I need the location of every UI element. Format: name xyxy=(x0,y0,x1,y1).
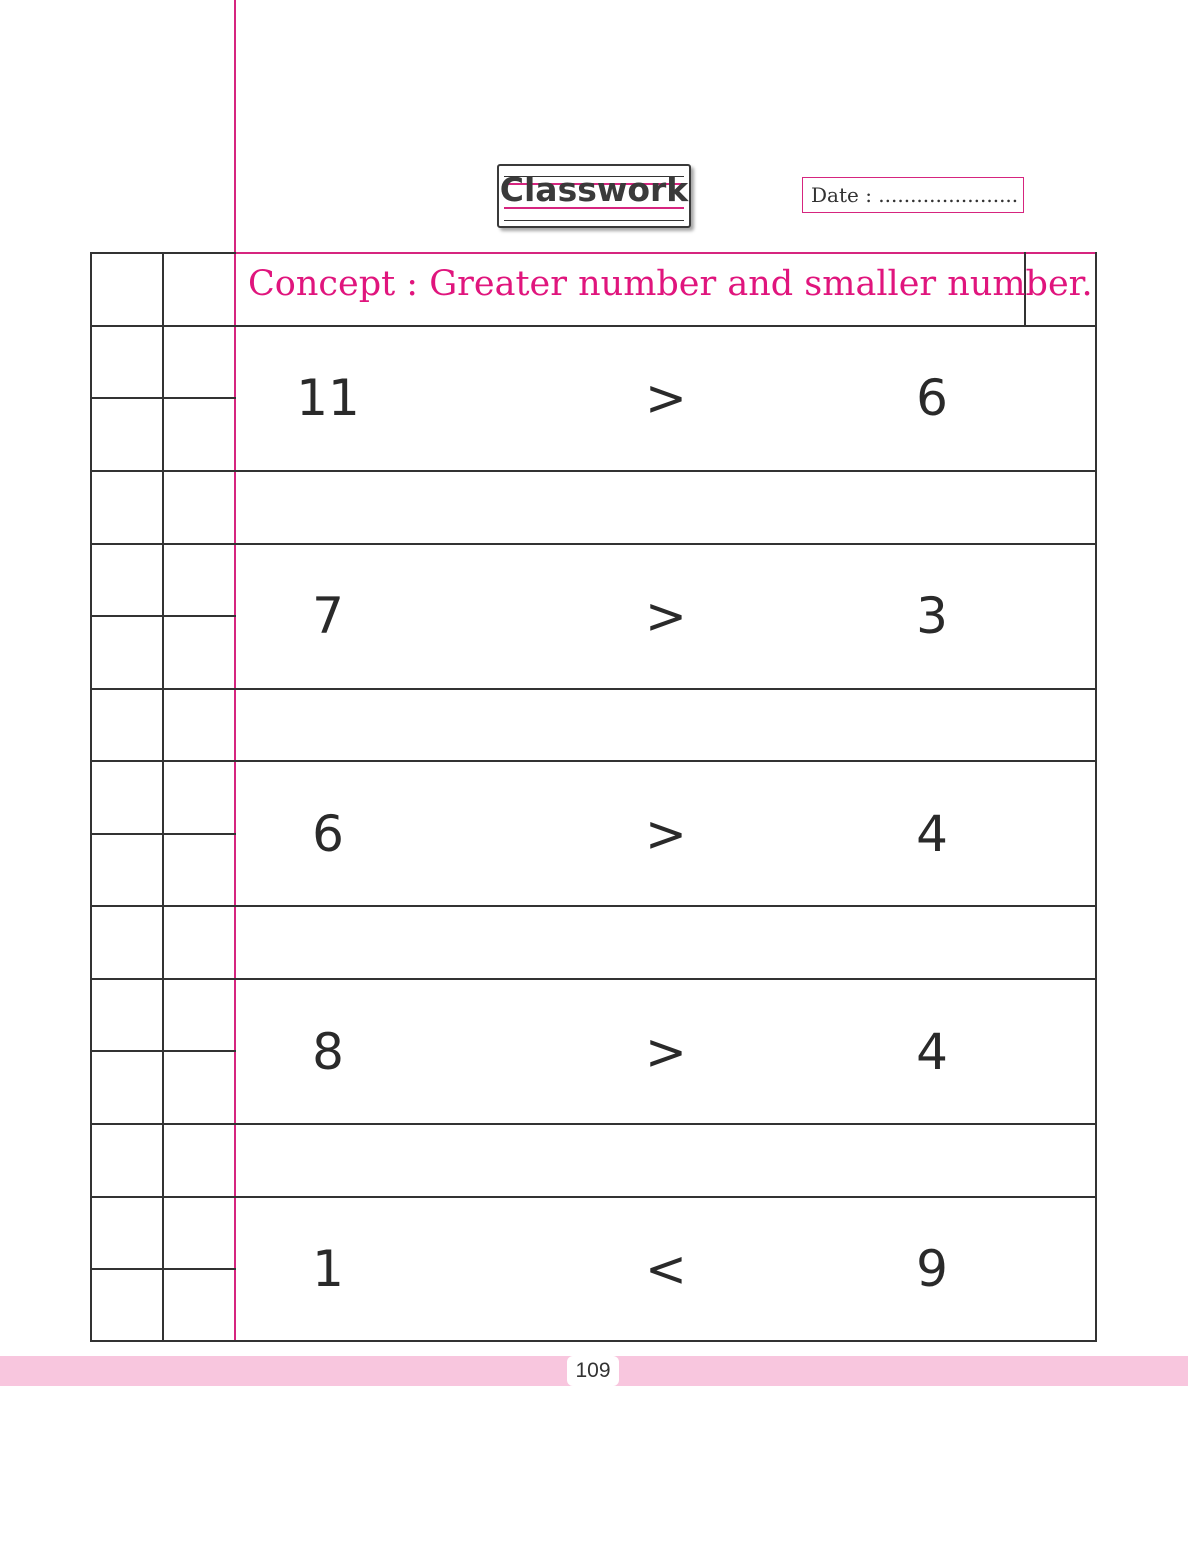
comparison-symbol: > xyxy=(645,805,687,863)
comparison-symbol: < xyxy=(645,1240,687,1298)
comparison-row xyxy=(236,980,1096,1124)
classwork-badge xyxy=(497,164,691,228)
right-number: 9 xyxy=(916,1240,948,1298)
comparison-symbol: > xyxy=(645,369,687,427)
left-number: 7 xyxy=(312,587,344,645)
right-number: 4 xyxy=(916,805,948,863)
comparison-row xyxy=(236,1197,1096,1341)
date-field[interactable]: Date : ...................... xyxy=(802,177,1024,213)
left-number: 11 xyxy=(296,369,360,427)
right-number: 6 xyxy=(916,369,948,427)
page-number: 109 xyxy=(567,1356,619,1386)
left-number: 6 xyxy=(312,805,344,863)
left-number: 1 xyxy=(312,1240,344,1298)
comparison-row xyxy=(236,326,1096,470)
comparison-symbol: > xyxy=(645,1023,687,1081)
classwork-label: Classwork xyxy=(499,170,689,209)
right-number: 4 xyxy=(916,1023,948,1081)
comparison-row xyxy=(236,544,1096,688)
right-number: 3 xyxy=(916,587,948,645)
left-number: 8 xyxy=(312,1023,344,1081)
concept-title: Concept : Greater number and smaller number. xyxy=(248,264,1093,304)
comparison-symbol: > xyxy=(645,587,687,645)
comparison-row xyxy=(236,762,1096,906)
